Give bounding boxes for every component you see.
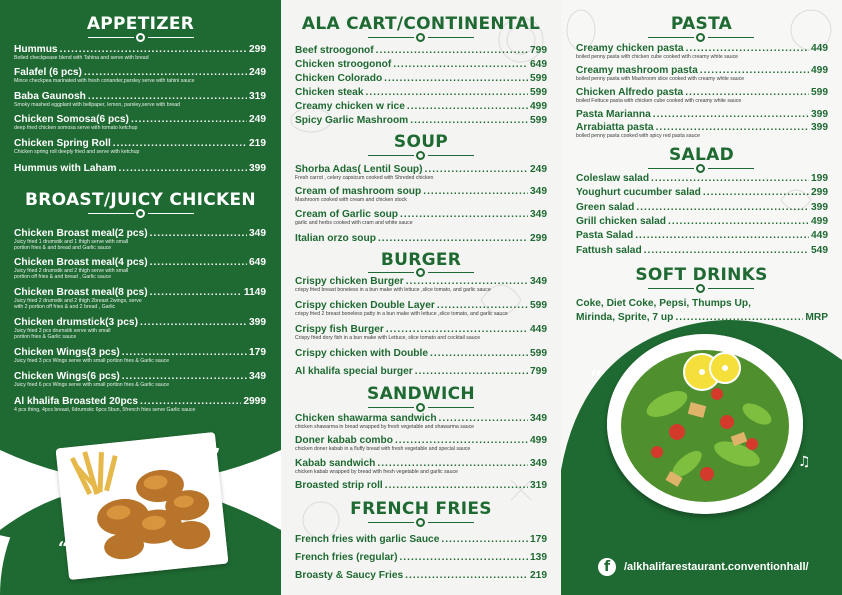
item-description: Juicy fried 2 drumstik and 2 thigh 2breast 2wings, serve with 2 portion off fries & and 2 bread , Garlic <box>14 298 142 311</box>
menu-item <box>295 552 547 563</box>
menu-item <box>14 44 266 61</box>
item-description: Juicy fried 6 pcs Wings serve with small portion fries & Garlic sauce <box>14 382 170 388</box>
item-name: Chicken Wings(3 pcs) <box>14 347 120 358</box>
item-name: Shorba Adas( Lentil Soup) <box>295 164 423 175</box>
facebook-icon: f <box>598 558 616 576</box>
salad-heading: SALAD <box>668 145 734 165</box>
menu-item <box>14 138 266 155</box>
item-price: 179 <box>249 347 266 358</box>
item-description: boiled penny pasta cooked with spicy red pasta sauce <box>576 133 701 139</box>
item-name: French fries (regular) <box>295 552 398 563</box>
item-price: 499 <box>811 216 828 227</box>
menu-item <box>576 109 828 120</box>
item-name: Chicken steak <box>295 87 364 98</box>
soup-divider <box>368 151 474 161</box>
item-price: 499 <box>530 101 547 112</box>
item-name: Al khalifa Broasted 20pcs <box>14 396 138 407</box>
item-price: 449 <box>811 230 828 241</box>
item-name: Chicken Broast meal(2 pcs) <box>14 228 148 239</box>
menu-item <box>295 534 547 545</box>
fries-heading: FRENCH FRIES <box>350 499 492 519</box>
item-price: 349 <box>530 276 547 287</box>
menu-item <box>295 570 547 581</box>
item-description: deep fried chicken somosa serve with tomato ketchup <box>14 125 138 131</box>
item-price: 2999 <box>243 396 266 407</box>
broast-divider <box>88 209 194 219</box>
item-name: Spicy Garlic Mashroom <box>295 115 409 126</box>
item-description: Boiled checkpease blend with Tahina and serve with bread <box>14 55 149 61</box>
menu-item <box>14 347 266 364</box>
menu-item <box>295 115 547 126</box>
menu-item <box>576 173 828 184</box>
salad-image <box>607 334 803 514</box>
item-name: Beef stroogonof <box>295 45 374 56</box>
alacart-divider <box>368 33 474 43</box>
item-description: Mince checkpea marinated with fresh coriander,parsley serve with tahini sauce <box>14 78 195 84</box>
item-description: chicken shawarma in bread wrapped by fresh vegetable and shawarma sauce <box>295 424 475 430</box>
item-description: crispy fried breast boneless in a bun make with lettuce ,slice tomato, and garlic sauce <box>295 287 491 293</box>
item-name: Cream of mashroom soup <box>295 186 422 197</box>
item-price: 199 <box>811 173 828 184</box>
item-price: 219 <box>530 570 547 581</box>
menu-item <box>295 480 547 491</box>
item-name: Creamy chicken pasta <box>576 43 684 54</box>
drinks-heading: SOFT DRINKS <box>635 265 768 285</box>
menu-item <box>576 87 828 104</box>
sandwich-heading: SANDWICH <box>367 384 475 404</box>
menu-item <box>295 366 547 377</box>
drinks-line-2: Mirinda, Sprite, 7 up <box>576 312 674 323</box>
menu-item <box>295 435 547 452</box>
item-description: chicken doner kabab in a fluffy bread with fresh vegetable and special sauce <box>295 446 471 452</box>
item-name: Chicken stroogonof <box>295 59 392 70</box>
item-price: 599 <box>530 300 547 311</box>
fried-chicken-image <box>56 432 229 580</box>
menu-item <box>295 164 547 181</box>
item-name: Chicken Spring Roll <box>14 138 111 149</box>
item-price: 649 <box>530 59 547 70</box>
item-price: 299 <box>811 187 828 198</box>
menu-item <box>295 233 547 244</box>
item-price: 249 <box>249 67 266 78</box>
item-price: 349 <box>530 186 547 197</box>
item-description: Fresh carrot , celery capsicum cooked with Shreded chicken <box>295 175 434 181</box>
item-name: Chicken Wings(6 pcs) <box>14 371 120 382</box>
menu-item <box>14 371 266 388</box>
item-price: 599 <box>530 87 547 98</box>
menu-item <box>295 413 547 430</box>
item-description: chicken kabab wrapped by bread with fresh vegetable and garlic sauce <box>295 469 458 475</box>
item-description: Mashroom cooked with cream and chicken stock <box>295 197 407 203</box>
menu-item <box>576 65 828 82</box>
item-price: 319 <box>249 91 266 102</box>
menu-item <box>576 230 828 241</box>
item-description: Crispy fried dory fish in a bun make with Lettuce, slice tomato and cocktail sauce <box>295 335 481 341</box>
item-price: 499 <box>530 435 547 446</box>
menu-item <box>576 122 828 139</box>
menu-item <box>295 324 547 341</box>
item-price: 1149 <box>243 287 266 298</box>
item-name: Chicken Colorado <box>295 73 383 84</box>
facebook-handle: /alkhalifarestaurant.conventionhall/ <box>624 561 809 573</box>
item-description: Juicy fried 2 drumstik and 2 thigh serve with small portion off fries & and bread , Garlic sauce <box>14 268 129 281</box>
menu-item <box>14 91 266 108</box>
menu-item <box>295 45 547 56</box>
item-price: 349 <box>530 458 547 469</box>
item-price: 649 <box>249 257 266 268</box>
item-name: Kabab sandwich <box>295 458 376 469</box>
item-name: Falafel (6 pcs) <box>14 67 82 78</box>
menu-item <box>576 216 828 227</box>
menu-item <box>14 114 266 131</box>
item-name: Hummus <box>14 44 58 55</box>
item-name: Doner kabab combo <box>295 435 393 446</box>
item-price: 449 <box>811 43 828 54</box>
menu-item <box>14 396 266 413</box>
pasta-heading: PASTA <box>670 14 733 34</box>
item-name: Chicken Alfredo pasta <box>576 87 684 98</box>
item-name: Crispy fish Burger <box>295 324 384 335</box>
item-price: 599 <box>811 87 828 98</box>
item-price: 139 <box>530 552 547 563</box>
item-price: 319 <box>530 480 547 491</box>
drinks-divider <box>648 284 754 294</box>
item-price: 219 <box>249 138 266 149</box>
item-name: Broasted strip roll <box>295 480 383 491</box>
menu-item <box>576 43 828 60</box>
menu-item <box>14 257 266 280</box>
item-name: Baba Gaunosh <box>14 91 86 102</box>
item-name: Creamy chicken w rice <box>295 101 405 112</box>
facebook-link[interactable] <box>598 558 809 576</box>
menu-item <box>576 202 828 213</box>
item-price: 349 <box>249 371 266 382</box>
item-description: boiled penny pasta with chicken cube cooked with creamy white sauce <box>576 54 739 60</box>
soup-heading: SOUP <box>393 132 449 152</box>
item-name: Al khalifa special burger <box>295 366 413 377</box>
item-name: Crispy chicken Burger <box>295 276 404 287</box>
broast-heading: BROAST/JUICY CHICKEN <box>25 190 256 210</box>
item-price: 399 <box>811 122 828 133</box>
item-description: garlic and herbs cooked with cram and white sauce <box>295 220 413 226</box>
item-name: Crispy chicken with Double <box>295 348 429 359</box>
item-description: Chicken spring roll deeply fried and serve with ketchup <box>14 149 140 155</box>
item-price: 799 <box>530 366 547 377</box>
item-name: Hummus with Laham <box>14 163 117 174</box>
item-price: 249 <box>249 114 266 125</box>
item-name: Chicken Somosa(6 pcs) <box>14 114 129 125</box>
menu-item <box>295 276 547 293</box>
drinks-price: MRP <box>805 312 828 323</box>
alacart-heading: ALA CART/CONTINENTAL <box>301 14 541 34</box>
item-price: 179 <box>530 534 547 545</box>
item-price: 299 <box>249 44 266 55</box>
item-name: Fattush salad <box>576 245 642 256</box>
menu-item <box>295 186 547 203</box>
item-name: Chicken shawarma sandwich <box>295 413 437 424</box>
appetizer-heading: APPETIZER <box>86 14 195 34</box>
item-name: Chicken drumstick(3 pcs) <box>14 317 138 328</box>
item-description: boiled Fettuce pasta with chicken cube cooked with creamy white sauce <box>576 98 742 104</box>
drinks-line-1: Coke, Diet Coke, Pepsi, Thumps Up, <box>576 298 751 309</box>
item-description: crispy fried 2 breast boneless patty in a bun make with lettuce ,slice tomato, and garlic sauce <box>295 311 508 317</box>
menu-item <box>295 87 547 98</box>
item-price: 599 <box>530 348 547 359</box>
menu-item <box>295 348 547 359</box>
menu-item <box>14 317 266 340</box>
menu-item <box>295 59 547 70</box>
sandwich-divider <box>368 403 474 413</box>
item-name: Broasty & Saucy Fries <box>295 570 404 581</box>
item-price: 299 <box>530 233 547 244</box>
item-name: Pasta Marianna <box>576 109 651 120</box>
decorative-quote-mark: ” <box>206 444 221 474</box>
item-name: Italian orzo soup <box>295 233 376 244</box>
item-name: Cream of Garlic soup <box>295 209 399 220</box>
item-price: 799 <box>530 45 547 56</box>
item-description: Juicy fried 3 pcs drumstik serve with small portion fries & Garlic sauce <box>14 328 111 341</box>
item-name: Pasta Salad <box>576 230 634 241</box>
item-price: 399 <box>811 202 828 213</box>
item-name: Coleslaw salad <box>576 173 650 184</box>
menu-item <box>295 458 547 475</box>
item-price: 549 <box>811 245 828 256</box>
item-name: Creamy mashroom pasta <box>576 65 698 76</box>
menu-item <box>295 73 547 84</box>
menu-item <box>14 228 266 251</box>
item-description: Juicy fried 3 pcs Wings serve with small portion fries & Garlic sauce <box>14 358 170 364</box>
item-name: Grill chicken salad <box>576 216 667 227</box>
item-description: Juicy fried 1 drumstik and 1 thigh serve with small portion fries & and bread and Garlic sauce <box>14 239 129 252</box>
item-name: Arrabiatta pasta <box>576 122 654 133</box>
menu-item <box>14 287 266 310</box>
item-name: Green salad <box>576 202 635 213</box>
item-price: 399 <box>249 163 266 174</box>
item-description: boiled penny pasta with Mashroom slice cooked with creamy white sauce <box>576 76 745 82</box>
appetizer-divider <box>88 33 194 43</box>
menu-item <box>295 209 547 226</box>
menu-item <box>14 67 266 84</box>
item-name: Chicken Broast meal(8 pcs) <box>14 287 148 298</box>
item-price: 399 <box>811 109 828 120</box>
item-price: 499 <box>811 65 828 76</box>
item-name: Chicken Broast meal(4 pcs) <box>14 257 148 268</box>
item-price: 349 <box>249 228 266 239</box>
item-price: 399 <box>249 317 266 328</box>
pasta-divider <box>648 33 754 43</box>
decorative-quote-mark: “ <box>590 366 603 392</box>
item-name: Youghurt cucumber salad <box>576 187 701 198</box>
menu-item <box>576 187 828 198</box>
drinks-list <box>576 297 828 325</box>
item-name: Crispy chicken Double Layer <box>295 300 435 311</box>
menu-item <box>14 163 266 174</box>
item-price: 349 <box>530 413 547 424</box>
menu-item <box>295 101 547 112</box>
music-note-icon: ♫ <box>798 454 811 470</box>
decorative-quote-mark: “ <box>58 538 69 559</box>
menu-item <box>576 245 828 256</box>
item-price: 599 <box>530 73 547 84</box>
fries-divider <box>368 518 474 528</box>
burger-heading: BURGER <box>380 250 462 270</box>
menu-item <box>295 300 547 317</box>
item-price: 599 <box>530 115 547 126</box>
item-description: Smoky mashed eggplant with bellpaper, lemon, parsley,serve with bread <box>14 102 180 108</box>
item-description: 4 pcs thing, 4pcs breast, 6drumstic 6pcs 5bun, 5french fries serve Garlic sauce <box>14 407 196 413</box>
item-price: 449 <box>530 324 547 335</box>
item-price: 349 <box>530 209 547 220</box>
item-price: 249 <box>530 164 547 175</box>
item-name: French fries with garlic Sauce <box>295 534 440 545</box>
